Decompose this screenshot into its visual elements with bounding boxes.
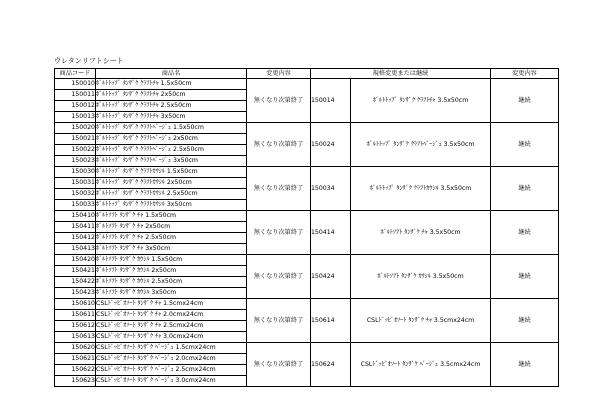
replacement-code-cell: 150414 — [311, 211, 351, 255]
status-cell: 継続 — [491, 299, 559, 343]
product-name-cell: ﾎﾞﾙﾄﾄｯﾌﾟ ﾀﾝｻﾞｸ ｸﾗﾌﾄﾍﾞｰｼﾞｭ 2.5x50cm — [96, 145, 247, 156]
product-name-cell: ﾎﾞﾙﾄｿﾌﾄ ﾀﾝｻﾞｸ ｶｳｼﾙ 1.5x50cm — [96, 255, 247, 266]
product-name-cell: ﾎﾞﾙﾄｿﾌﾄ ﾀﾝｻﾞｸ ﾁｬ 2.5x50cm — [96, 233, 247, 244]
product-code-cell: 150421 — [55, 266, 96, 277]
change-content-cell: 無くなり次第終了 — [247, 255, 311, 299]
header-replacement: 規格変更または継続 — [311, 69, 491, 79]
header-code: 商品コード — [55, 69, 96, 79]
product-code-cell: 150023 — [55, 156, 96, 167]
product-name-cell: ﾎﾞﾙﾄｿﾌﾄ ﾀﾝｻﾞｸ ｶｳｼﾙ 2x50cm — [96, 266, 247, 277]
change-content-cell: 無くなり次第終了 — [247, 167, 311, 211]
table-row — [55, 123, 559, 134]
replacement-name-cell: ﾎﾞﾙﾄｿﾌﾄ ﾀﾝｻﾞｸ ﾁｬ 3.5x50cm — [351, 211, 491, 255]
product-name-cell: ﾎﾞﾙﾄﾄｯﾌﾟ ﾀﾝｻﾞｸ ｸﾗﾌﾄﾍﾞｰｼﾞｭ 2x50cm — [96, 134, 247, 145]
table-row — [55, 167, 559, 178]
product-code-cell: 150020 — [55, 123, 96, 134]
replacement-code-cell: 150024 — [311, 123, 351, 167]
change-content-cell: 無くなり次第終了 — [247, 123, 311, 167]
header-change2: 変更内容 — [491, 69, 559, 79]
header-change: 変更内容 — [247, 69, 311, 79]
replacement-name-cell: ﾎﾞﾙﾄﾄｯﾌﾟ ﾀﾝｻﾞｸ ｸﾗﾌﾄﾁｬ 3.5x50cm — [351, 79, 491, 123]
product-code-cell: 150032 — [55, 189, 96, 200]
product-name-cell: CSLﾄﾞｯﾋﾞｵｿｰﾄ ﾀﾝｻﾞｸ ﾍﾞｰｼﾞｭ 1.5cmx24cm — [96, 343, 247, 354]
status-cell: 継続 — [491, 343, 559, 387]
product-name-cell: CSLﾄﾞｯﾋﾞｵｿｰﾄ ﾀﾝｻﾞｸ ﾁｬ 2.5cmx24cm — [96, 321, 247, 332]
replacement-name-cell: ﾎﾞﾙﾄｿﾌﾄ ﾀﾝｻﾞｸ ｶｳｼﾙ 3.5x50cm — [351, 255, 491, 299]
product-name-cell: CSLﾄﾞｯﾋﾞｵｿｰﾄ ﾀﾝｻﾞｸ ﾁｬ 1.5cmx24cm — [96, 299, 247, 310]
table-row — [55, 255, 559, 266]
replacement-name-cell: ﾎﾞﾙﾄﾄｯﾌﾟ ﾀﾝｻﾞｸ ｸﾗﾌﾄﾍﾞｰｼﾞｭ 3.5x50cm — [351, 123, 491, 167]
product-name-cell: CSLﾄﾞｯﾋﾞｵｿｰﾄ ﾀﾝｻﾞｸ ﾍﾞｰｼﾞｭ 2.0cmx24cm — [96, 354, 247, 365]
replacement-code-cell: 150014 — [311, 79, 351, 123]
product-code-cell: 150622 — [55, 365, 96, 376]
product-code-cell: 150420 — [55, 255, 96, 266]
product-code-cell: 150022 — [55, 145, 96, 156]
product-name-cell: ﾎﾞﾙﾄｿﾌﾄ ﾀﾝｻﾞｸ ｶｳｼﾙ 2.5x50cm — [96, 277, 247, 288]
product-name-cell: ﾎﾞﾙﾄｿﾌﾄ ﾀﾝｻﾞｸ ｶｳｼﾙ 3x50cm — [96, 288, 247, 299]
replacement-code-cell: 150624 — [311, 343, 351, 387]
product-name-cell: ﾎﾞﾙﾄｿﾌﾄ ﾀﾝｻﾞｸ ﾁｬ 2x50cm — [96, 222, 247, 233]
table-row — [55, 211, 559, 222]
product-code-cell: 150011 — [55, 90, 96, 101]
table-row — [55, 299, 559, 310]
product-code-cell: 150610 — [55, 299, 96, 310]
change-content-cell: 無くなり次第終了 — [247, 343, 311, 387]
product-code-cell: 150030 — [55, 167, 96, 178]
product-change-table — [54, 68, 559, 387]
product-code-cell: 150423 — [55, 288, 96, 299]
product-code-cell: 150411 — [55, 222, 96, 233]
product-code-cell: 150021 — [55, 134, 96, 145]
change-content-cell: 無くなり次第終了 — [247, 299, 311, 343]
product-code-cell: 150620 — [55, 343, 96, 354]
product-name-cell: ﾎﾞﾙﾄﾄｯﾌﾟ ﾀﾝｻﾞｸ ｸﾗﾌﾄﾁｬ 3x50cm — [96, 112, 247, 123]
table-row — [55, 343, 559, 354]
table-row — [55, 79, 559, 90]
product-name-cell: ﾎﾞﾙﾄﾄｯﾌﾟ ﾀﾝｻﾞｸ ｸﾗﾌﾄｶｳｼﾙ 2x50cm — [96, 178, 247, 189]
product-name-cell: ﾎﾞﾙﾄｿﾌﾄ ﾀﾝｻﾞｸ ﾁｬ 1.5x50cm — [96, 211, 247, 222]
status-cell: 継続 — [491, 255, 559, 299]
product-name-cell: CSLﾄﾞｯﾋﾞｵｿｰﾄ ﾀﾝｻﾞｸ ﾍﾞｰｼﾞｭ 3.0cmx24cm — [96, 376, 247, 387]
change-content-cell: 無くなり次第終了 — [247, 79, 311, 123]
product-code-cell: 150031 — [55, 178, 96, 189]
product-code-cell: 150623 — [55, 376, 96, 387]
replacement-name-cell: CSLﾄﾞｯﾋﾞｵｿｰﾄ ﾀﾝｻﾞｸ ﾁｬ 3.5cmx24cm — [351, 299, 491, 343]
product-name-cell: ﾎﾞﾙﾄﾄｯﾌﾟ ﾀﾝｻﾞｸ ｸﾗﾌﾄﾁｬ 2.5x50cm — [96, 101, 247, 112]
product-code-cell: 150621 — [55, 354, 96, 365]
product-code-cell: 150413 — [55, 244, 96, 255]
product-name-cell: CSLﾄﾞｯﾋﾞｵｿｰﾄ ﾀﾝｻﾞｸ ﾁｬ 2.0cmx24cm — [96, 310, 247, 321]
table-body — [55, 79, 559, 387]
product-code-cell: 150012 — [55, 101, 96, 112]
product-code-cell: 150611 — [55, 310, 96, 321]
replacement-name-cell: ﾎﾞﾙﾄﾄｯﾌﾟ ﾀﾝｻﾞｸ ｸﾗﾌﾄｶｳｼﾙ 3.5x50cm — [351, 167, 491, 211]
status-cell: 継続 — [491, 123, 559, 167]
change-content-cell: 無くなり次第終了 — [247, 211, 311, 255]
product-name-cell: ﾎﾞﾙﾄﾄｯﾌﾟ ﾀﾝｻﾞｸ ｸﾗﾌﾄｶｳｼﾙ 2.5x50cm — [96, 189, 247, 200]
product-name-cell: ﾎﾞﾙﾄﾄｯﾌﾟ ﾀﾝｻﾞｸ ｸﾗﾌﾄﾍﾞｰｼﾞｭ 1.5x50cm — [96, 123, 247, 134]
product-code-cell: 150410 — [55, 211, 96, 222]
sheet-title: ウレタンリフトシート — [54, 57, 124, 65]
status-cell: 継続 — [491, 79, 559, 123]
product-name-cell: ﾎﾞﾙﾄﾄｯﾌﾟ ﾀﾝｻﾞｸ ｸﾗﾌﾄﾍﾞｰｼﾞｭ 3x50cm — [96, 156, 247, 167]
product-code-cell: 150612 — [55, 321, 96, 332]
product-name-cell: ﾎﾞﾙﾄﾄｯﾌﾟ ﾀﾝｻﾞｸ ｸﾗﾌﾄﾁｬ 2x50cm — [96, 90, 247, 101]
status-cell: 継続 — [491, 167, 559, 211]
header-name: 商品名 — [96, 69, 247, 79]
status-cell: 継続 — [491, 211, 559, 255]
product-name-cell: ﾎﾞﾙﾄｿﾌﾄ ﾀﾝｻﾞｸ ﾁｬ 3x50cm — [96, 244, 247, 255]
header-row — [55, 69, 559, 79]
replacement-name-cell: CSLﾄﾞｯﾋﾞｵｿｰﾄ ﾀﾝｻﾞｸ ﾍﾞｰｼﾞｭ 3.5cmx24cm — [351, 343, 491, 387]
product-code-cell: 150412 — [55, 233, 96, 244]
product-code-cell: 150422 — [55, 277, 96, 288]
replacement-code-cell: 150424 — [311, 255, 351, 299]
product-code-cell: 150013 — [55, 112, 96, 123]
replacement-code-cell: 150034 — [311, 167, 351, 211]
product-name-cell: ﾎﾞﾙﾄﾄｯﾌﾟ ﾀﾝｻﾞｸ ｸﾗﾌﾄﾁｬ 1.5x50cm — [96, 79, 247, 90]
product-name-cell: CSLﾄﾞｯﾋﾞｵｿｰﾄ ﾀﾝｻﾞｸ ﾁｬ 3.0cmx24cm — [96, 332, 247, 343]
product-code-cell: 150010 — [55, 79, 96, 90]
replacement-code-cell: 150614 — [311, 299, 351, 343]
product-name-cell: ﾎﾞﾙﾄﾄｯﾌﾟ ﾀﾝｻﾞｸ ｸﾗﾌﾄｶｳｼﾙ 1.5x50cm — [96, 167, 247, 178]
product-code-cell: 150033 — [55, 200, 96, 211]
product-name-cell: CSLﾄﾞｯﾋﾞｵｿｰﾄ ﾀﾝｻﾞｸ ﾍﾞｰｼﾞｭ 2.5cmx24cm — [96, 365, 247, 376]
product-name-cell: ﾎﾞﾙﾄﾄｯﾌﾟ ﾀﾝｻﾞｸ ｸﾗﾌﾄｶｳｼﾙ 3x50cm — [96, 200, 247, 211]
product-code-cell: 150613 — [55, 332, 96, 343]
